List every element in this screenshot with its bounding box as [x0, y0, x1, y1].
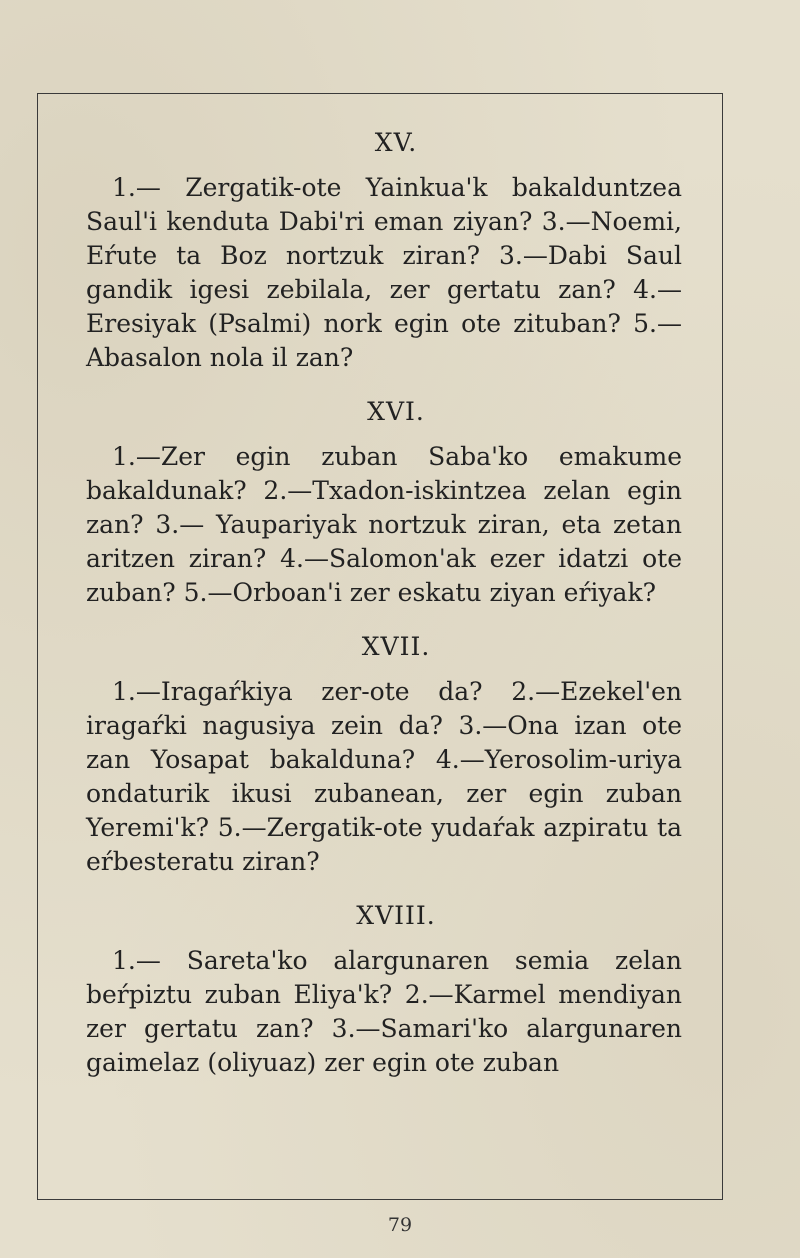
section-heading: XVII. — [361, 632, 431, 661]
section-xvii — [86, 632, 682, 879]
section-xvi — [86, 397, 682, 610]
section-paragraph: 1.—Iragaŕkiya zer-ote da? 2.—Ezekel'en iragaŕki nagusiya zein da? 3.—Ona izan ote zan Yosapat bakalduna? 4.—Yerosolim-uriya ondaturik ikusi zubanean, zer egin zuban Yeremi'k? 5.—Zergatik-ote yudaŕak azpiratu ta eŕbesteratu ziran? — [86, 677, 682, 876]
section-paragraph: 1.— Zergatik-ote Yainkua'k bakalduntzea Saul'i kenduta Dabi'ri eman ziyan? 3.—Noemi, Eŕute ta Boz nortzuk ziran? 3.—Dabi Saul gandik igesi zebilala, zer gertatu zan? 4.—Eresiyak (Psalmi) nork egin ote zituban? 5.—Abasalon nola il zan? — [86, 173, 682, 372]
page-number: 79 — [387, 1214, 413, 1236]
section-paragraph: 1.—Zer egin zuban Saba'ko emakume bakaldunak? 2.—Txadon-iskintzea zelan egin zan? 3.— Yaupariyak nortzuk ziran, eta zetan aritzen ziran? 4.—Salomon'ak ezer idatzi ote zuban? 5.—Orboan'i zer eskatu ziyan eŕiyak? — [86, 442, 682, 607]
section-paragraph: 1.— Sareta'ko alargunaren semia zelan beŕpiztu zuban Eliya'k? 2.—Karmel mendiyan zer gertatu zan? 3.—Samari'ko alargunaren gaimelaz (oliyuaz) zer egin ote zuban — [86, 946, 682, 1077]
section-heading: XVI. — [367, 397, 425, 426]
section-heading: XVIII. — [356, 901, 436, 930]
page-content — [86, 118, 682, 1102]
section-xv — [86, 128, 682, 375]
section-xviii — [86, 901, 682, 1080]
section-heading: XV. — [374, 128, 418, 157]
